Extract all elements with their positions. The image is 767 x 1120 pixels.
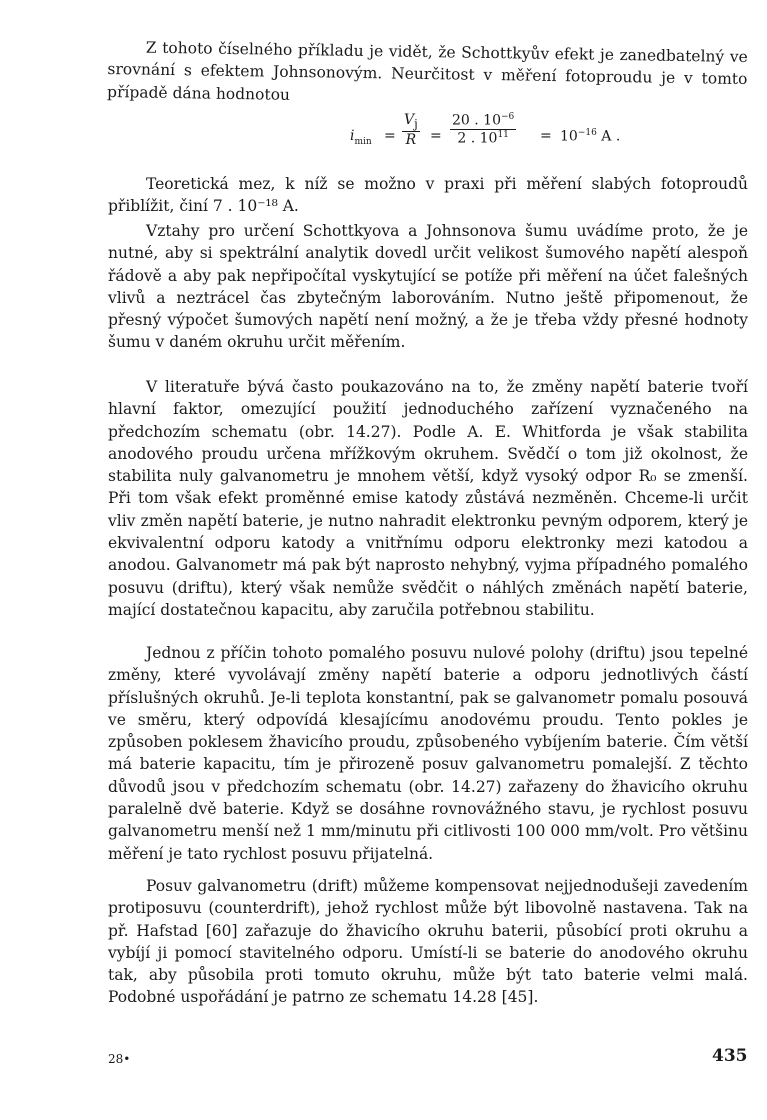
page-number: 435 bbox=[712, 1046, 748, 1066]
formula-equals-2: = bbox=[430, 128, 442, 144]
paragraph-5: Jednou z příčin tohoto pomalého posuvu nulové polohy (driftu) jsou tepelné změny, které vyvolávají změny napětí baterie a odporu jednotlivých částí příslušných okruhů. Je-li teplota konstantní, pak se galvanometr pomalu posouvá ve směru, který odpovídá klesajícímu anodovému proudu. Tento pokles je způsoben poklesem žhavicího proudu, způsobeného vybíjením baterie. Čím větší má baterie kapacitu, tím je přirozeně posuv galvanometru pomalejší. Z těchto důvodů jsou v předchozím schematu (obr. 14.27) zařazeny do žhavicího okruhu paralelně dvě baterie. Když se dosáhne rovnovážného stavu, je rychlost posuvu galvanometru menší než 1 mm/minutu při citlivosti 100 000 mm/volt. Pro většinu měření je tato rychlost posuvu přijatelná. bbox=[108, 644, 748, 863]
formula-result: $10^{-16}$ A . bbox=[560, 128, 621, 145]
paragraph-6: Posuv galvanometru (drift) můžeme kompensovat nejjednodušeji zavedením protiposuvu (counterdrift), jehož rychlost může být libovolně nastavena. Tak na př. Hafstad [60] zařazuje do žhavicího okruhu baterii, působící proti okruhu a vybíjí ji pomocí stavitelného odporu. Umístí-li se baterie do anodového okruhu tak, aby působila proti tomuto okruhu, může být tato baterie velmi malá. Podobné uspořádání je patrno ze schematu 14.28 [45]. bbox=[108, 877, 748, 1007]
formula-lhs: $i_{min}$ bbox=[350, 128, 372, 147]
formula-fraction-values: $\frac{20 . 10^{-6}}{2 . 10^{11}}$ bbox=[452, 112, 515, 147]
paragraph-1: Z tohoto číselného příkladu je vidět, že Schottkyův efekt je zanedbatelný ve srovnání s efektem Johnsonovým. Neurčitost v měření fotoproudu je v tomto případě dána hodnotou bbox=[106, 38, 748, 104]
formula-i-min bbox=[350, 112, 680, 162]
paragraph-2: Teoretická mez, k níž se možno v praxi při měření slabých fotoproudů přiblížit, činí 7 . 10⁻¹⁸ A. bbox=[108, 175, 748, 216]
formula-fraction-vj-r: $\frac{V_j}{R}$ bbox=[404, 112, 418, 148]
paragraph-4: V literatuře bývá často poukazováno na to, že změny napětí baterie tvoří hlavní faktor, omezující použití jednoduchého zařízení vyznačeného na předchozím schematu (obr. 14.27). Podle A. E. Whitforda je však stabilita anodového proudu určena mřížkovým okruhem. Svědčí o tom již okolnost, že stabilita nuly galvanometru je mnohem větší, když vysoký odpor R₀ se zmenší. Při tom však efekt proměnné emise katody zůstává nezměněn. Chceme-li určit vliv změn napětí baterie, je nutno nahradit elektronku pevným odporem, který je ekvivalentní odporu katody a vnitřnímu odporu elektronky mezi katodou a anodou. Galvanometr má pak být naprosto nehybný, vyjma případného pomalého posuvu (driftu), který však nemůže svědčit o náhlých změnách napětí baterie, mající dostatečnou kapacitu, aby zaručila potřebnou stabilitu. bbox=[108, 378, 748, 619]
printer-signature: 28• bbox=[108, 1052, 131, 1066]
paragraph-3: Vztahy pro určení Schottkyova a Johnsonova šumu uvádíme proto, že je nutné, aby si spektrální analytik dovedl určit velikost šumového napětí alespoň řádově a aby pak nepřipočítal vyskytující se potíže při měření na účet falešných vlivů a neztrácel čas zbytečným laborováním. Nutno ještě připomenout, že přesný výpočet šumových napětí není možný, a že je třeba vždy přesné hodnoty šumu v daném okruhu určit měřením. bbox=[108, 222, 748, 352]
formula-equals-3: = bbox=[540, 128, 552, 144]
formula-equals-1: = bbox=[384, 128, 396, 144]
